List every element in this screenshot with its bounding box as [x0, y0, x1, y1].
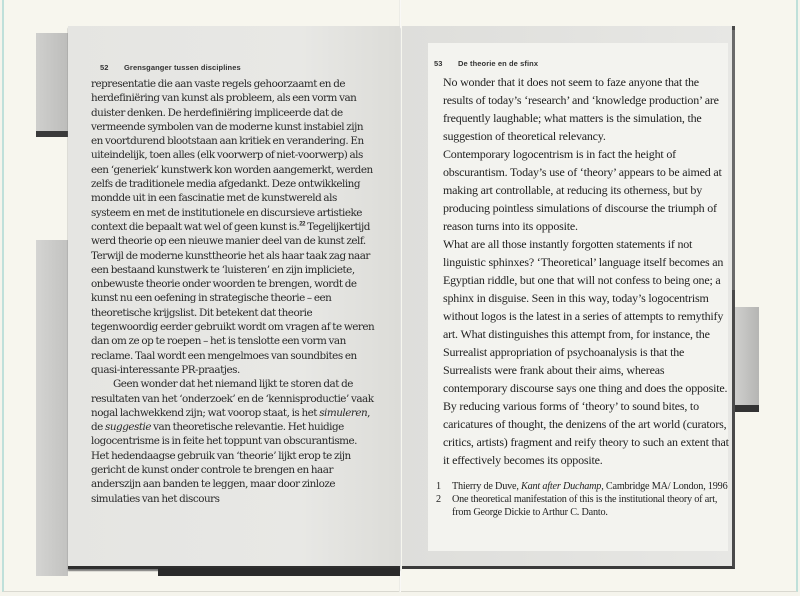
right-paragraph: By reducing various forms of ‘theory’ to sound bites, to caricatures of thought, the denizens of the art world (curators, critics, artists) fragment and reify theory to such an extent that it effectively becomes its opposite.: [443, 399, 729, 467]
right-running-head: [434, 59, 730, 69]
left-paper-flap-bottom: [36, 240, 68, 576]
footnote-number: 1: [436, 481, 441, 492]
footnote-number: 2: [436, 493, 441, 505]
italic-text: suggestie: [105, 421, 151, 434]
text-run: , de: [91, 406, 370, 434]
italic-text: simuleren: [319, 406, 368, 419]
footnote-text: [452, 494, 736, 520]
right-paragraph: No wonder that it does not seem to faze anyone that the results of today’s ‘research’ and ‘knowledge production’ are frequently laughable; what matters is the simulation, the suggestion of theoretical relevancy.: [443, 75, 719, 143]
text-run: One theoretical manifestation of this is the institutional theory of art, from George Dickie to Arthur C. Danto.: [452, 493, 718, 518]
flap-shadow: [735, 405, 759, 412]
left-paragraph: [91, 77, 377, 377]
left-page-number: 52: [100, 63, 109, 72]
left-page: [68, 26, 400, 569]
footnote-ref: 22: [299, 221, 305, 228]
footnote: [436, 494, 736, 520]
text-run: van theoretische relevantie. Het huidige logocentrisme is in feite het toppunt van obscurantisme. Het hedendaagse gebruik van ‘theorie’ lijkt erop te zijn gericht de kunst onder controle te brengen en haar anderszijn aan banden te leggen, maar door zinloze simulaties van het discours: [91, 421, 357, 505]
text-run: Geen wonder dat het niemand lijkt te storen dat de resultaten van het ‘onderzoek’ en de ‘kennisproductie’ vaak nogal lachwekkend zijn; wat voorop staat, is het: [91, 378, 374, 419]
left-body-text: [91, 77, 377, 506]
footnotes: [436, 481, 736, 519]
right-running-head-title: De theorie en de sfinx: [458, 59, 539, 68]
left-paragraph: [91, 377, 377, 506]
right-page-number: 53: [434, 59, 443, 68]
right-page-edge: [732, 30, 735, 290]
text-run: Thierry de Duve,: [452, 481, 522, 492]
italic-text: Kant after Duchamp: [521, 481, 602, 492]
left-paper-flap-top: [36, 33, 68, 131]
right-paragraph: What are all those instantly forgotten statements if not linguistic sphinxes? ‘Theoretical’ language itself becomes an Egyptian riddle, but one that will not confess to being one; a sphinx in disguise. Seen in this way, today’s logocentrism without logos is the latest in a series of attempts to remythify art. What distinguishes this attempt from, for instance, the Surrealist appropriation of psychoanalysis is that the Surrealists were frank about their aims, whereas contemporary discourse says one thing and does the opposite.: [443, 237, 728, 395]
right-paragraph: Contemporary logocentrism is in fact the height of obscurantism. Today’s use of ‘theory’ appears to be aimed at making art controllable, at reducing its otherness, but by producing pointless simulations of discourse the triumph of reason turns into its opposite.: [443, 147, 722, 233]
footnote: [436, 481, 736, 494]
text-run: , Cambridge MA/ London, 1996: [601, 481, 728, 492]
footnote-text: [452, 481, 727, 494]
right-paper-flap: [735, 307, 759, 405]
page-edge-shadow: [158, 568, 400, 576]
left-column: [91, 63, 377, 506]
right-column: [434, 59, 730, 519]
left-running-head: [100, 63, 377, 73]
left-running-head-title: Grensganger tussen disciplines: [124, 63, 241, 72]
text-run: representatie die aan vaste regels gehoorzaamt en de herdefiniëring van kunst als probleem, als een vorm van duister denken. De herdefiniëring impliceerde dat de vermeende symbolen van de moderne kunst instabiel zijn en voortdurend blootstaan aan kritiek en verandering. En uiteindelijk, toen alles (elk voorwerp of niet-voorwerp) als een ‘generiek’ kunstwerk kon worden aangemerkt, werden zelfs de traditionele media afgedankt. Deze ontwikkeling mondde uit in een fascinatie met de kunstwereld als systeem en met de institutionele en discursieve artistieke context die bepaalt wat wel of geen kunst is.: [91, 78, 373, 233]
flap-shadow: [36, 131, 68, 137]
right-body-text: [436, 73, 730, 519]
text-run: Tegelijkertijd werd theorie op een nieuwe manier deel van de kunst zelf. Terwijl de moderne kunsttheorie het als haar taak zag naar een bestaand kunstwerk te ‘luisteren’ en zijn impliciete, onbewuste theorie onder woorden te brengen, wordt de kunst nu een oefening in strategische theorie – een theoretische krijgslist. Dit betekent dat theorie tegenwoordig eerder gebruikt wordt om vragen af te weren dan om ze op te roepen – het is tenslotte een vorm van reclame. Taal wordt een mengelmoes van soundbites en quasi-interessante PR-praatjes.: [91, 220, 375, 376]
